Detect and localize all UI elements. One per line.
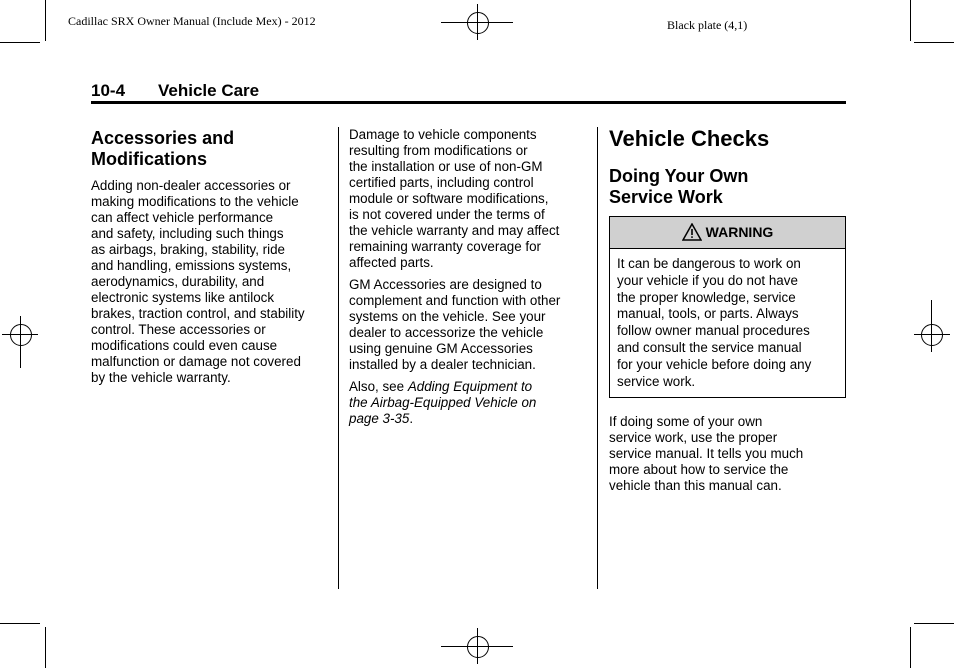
print-header-right: Black plate (4,1) [667, 18, 748, 32]
paragraph: Adding non-dealer accessories or making modifications to the vehicle can affect vehicle performance and safety, including such things as airbags, braking, stability, ride and handling, emissions systems, aerodynamics, durability, and electronic systems like antilock brakes, traction control, and stability control. These accessories or modifications could even cause malfunction or damage not covered by the vehicle warranty. [91, 178, 305, 385]
warning-box [609, 216, 846, 398]
crop-mark [0, 623, 40, 624]
column-2 [349, 127, 589, 433]
registration-circle [467, 636, 489, 658]
print-header-left: Cadillac SRX Owner Manual (Include Mex) - 2012 [68, 14, 316, 28]
page-header [91, 81, 260, 101]
warning-header [610, 217, 845, 249]
chapter-heading: Vehicle Checks [609, 126, 770, 151]
crop-mark [45, 0, 46, 41]
paragraph: If doing some of your own service work, use the proper service manual. It tells you much more about how to service the vehicle than this manual can. [609, 414, 804, 494]
section-heading-accessories: Accessories and Modifications [91, 128, 235, 169]
see-also-prefix: Also, see [349, 379, 408, 394]
column-divider [597, 127, 598, 589]
crop-mark [914, 42, 954, 43]
crop-mark [0, 42, 40, 43]
page-number: 10-4 [91, 81, 126, 100]
section-title: Vehicle Care [158, 81, 260, 100]
warning-triangle-icon [682, 223, 702, 241]
paragraph: GM Accessories are designed to complement and function with other systems on the vehicle. See your dealer to accessorize the vehicle using genuine GM Accessories installed by a dealer technician. [349, 277, 561, 372]
cross-reference-link[interactable]: Adding Equipment to the Airbag-Equipped Vehicle on page 3-35 [349, 379, 537, 426]
column-3 [609, 126, 846, 500]
paragraph: Damage to vehicle components resulting from modifications or the installation or use of non-GM certified parts, including control module or software modifications, is not covered under the terms of the vehicle warranty and may affect remaining warranty coverage for affected parts. [349, 127, 560, 270]
column-1 [91, 128, 331, 392]
registration-circle [10, 324, 32, 346]
warning-label: WARNING [705, 224, 774, 240]
see-also-paragraph [349, 379, 589, 427]
header-rule [91, 101, 846, 104]
see-also-suffix: . [409, 411, 414, 426]
crop-mark [910, 0, 911, 41]
warning-body: It can be dangerous to work on your vehicle if you do not have the proper knowledge, service manual, tools, or parts. Always follow owner manual procedures and consult the service manual for your vehicle before doing any service work. [617, 256, 812, 389]
crop-mark [910, 627, 911, 668]
crop-mark [914, 623, 954, 624]
crop-mark [45, 627, 46, 668]
registration-circle [921, 324, 943, 346]
registration-circle [467, 12, 489, 34]
section-heading-service-work: Doing Your Own Service Work [609, 166, 749, 207]
column-divider [338, 127, 339, 589]
